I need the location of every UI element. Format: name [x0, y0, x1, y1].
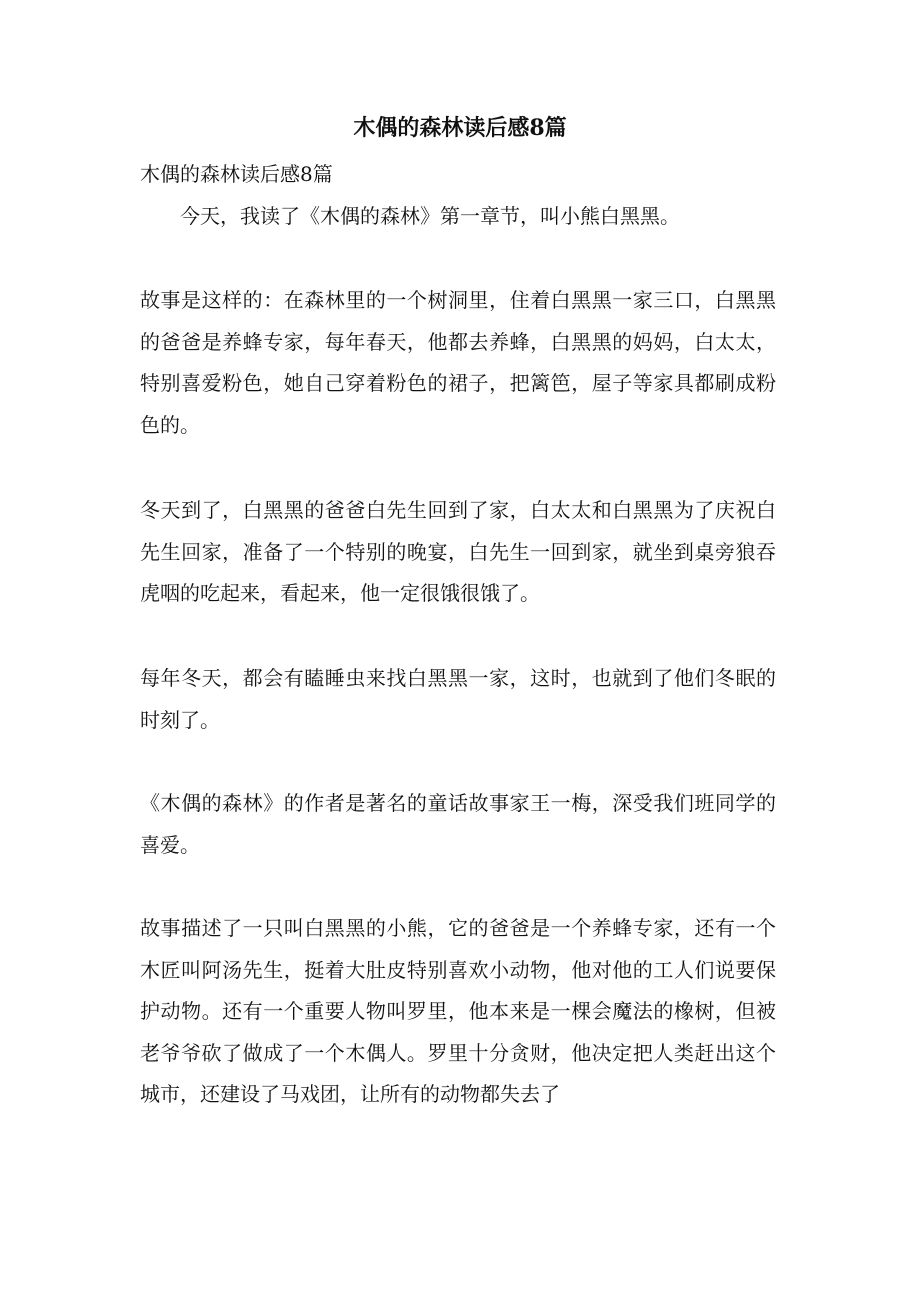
- body-paragraph-1: 故事是这样的：在森林里的一个树洞里，住着白黑黑一家三口，白黑黑的爸爸是养蜂专家，每年春天，他都去养蜂，白黑黑的妈妈，白太太，特别喜爱粉色，她自己穿着粉色的裙子，把篱笆，屋子等家具都刷成粉色的。: [140, 288, 776, 437]
- body-paragraph-2: 冬天到了，白黑黑的爸爸白先生回到了家，白太太和白黑黑为了庆祝白先生回家，准备了一个特别的晚宴，白先生一回到家，就坐到桌旁狼吞虎咽的吃起来，看起来，他一定很饿很饿了。: [140, 498, 776, 605]
- body-paragraph-3: 每年冬天，都会有瞌睡虫来找白黑黑一家，这时，也就到了他们冬眠的时刻了。: [140, 666, 776, 732]
- document-subtitle: 木偶的森林读后感8篇: [140, 162, 333, 186]
- intro-paragraph: 今天，我读了《木偶的森林》第一章节，叫小熊白黑黑。: [180, 204, 680, 228]
- document-title: 木偶的森林读后感8篇: [353, 115, 567, 141]
- body-paragraph-5: 故事描述了一只叫白黑黑的小熊，它的爸爸是一个养蜂专家，还有一个木匠叫阿汤先生，挺着大肚皮特别喜欢小动物，他对他的工人们说要保护动物。还有一个重要人物叫罗里，他本来是一棵会魔法的橡树，但被老爷爷砍了做成了一个木偶人。罗里十分贪财，他决定把人类赶出这个城市，还建设了马戏团，让所有的动物都失去了: [140, 916, 776, 1106]
- body-paragraph-4: 《木偶的森林》的作者是著名的童话故事家王一梅，深受我们班同学的喜爱。: [140, 791, 776, 857]
